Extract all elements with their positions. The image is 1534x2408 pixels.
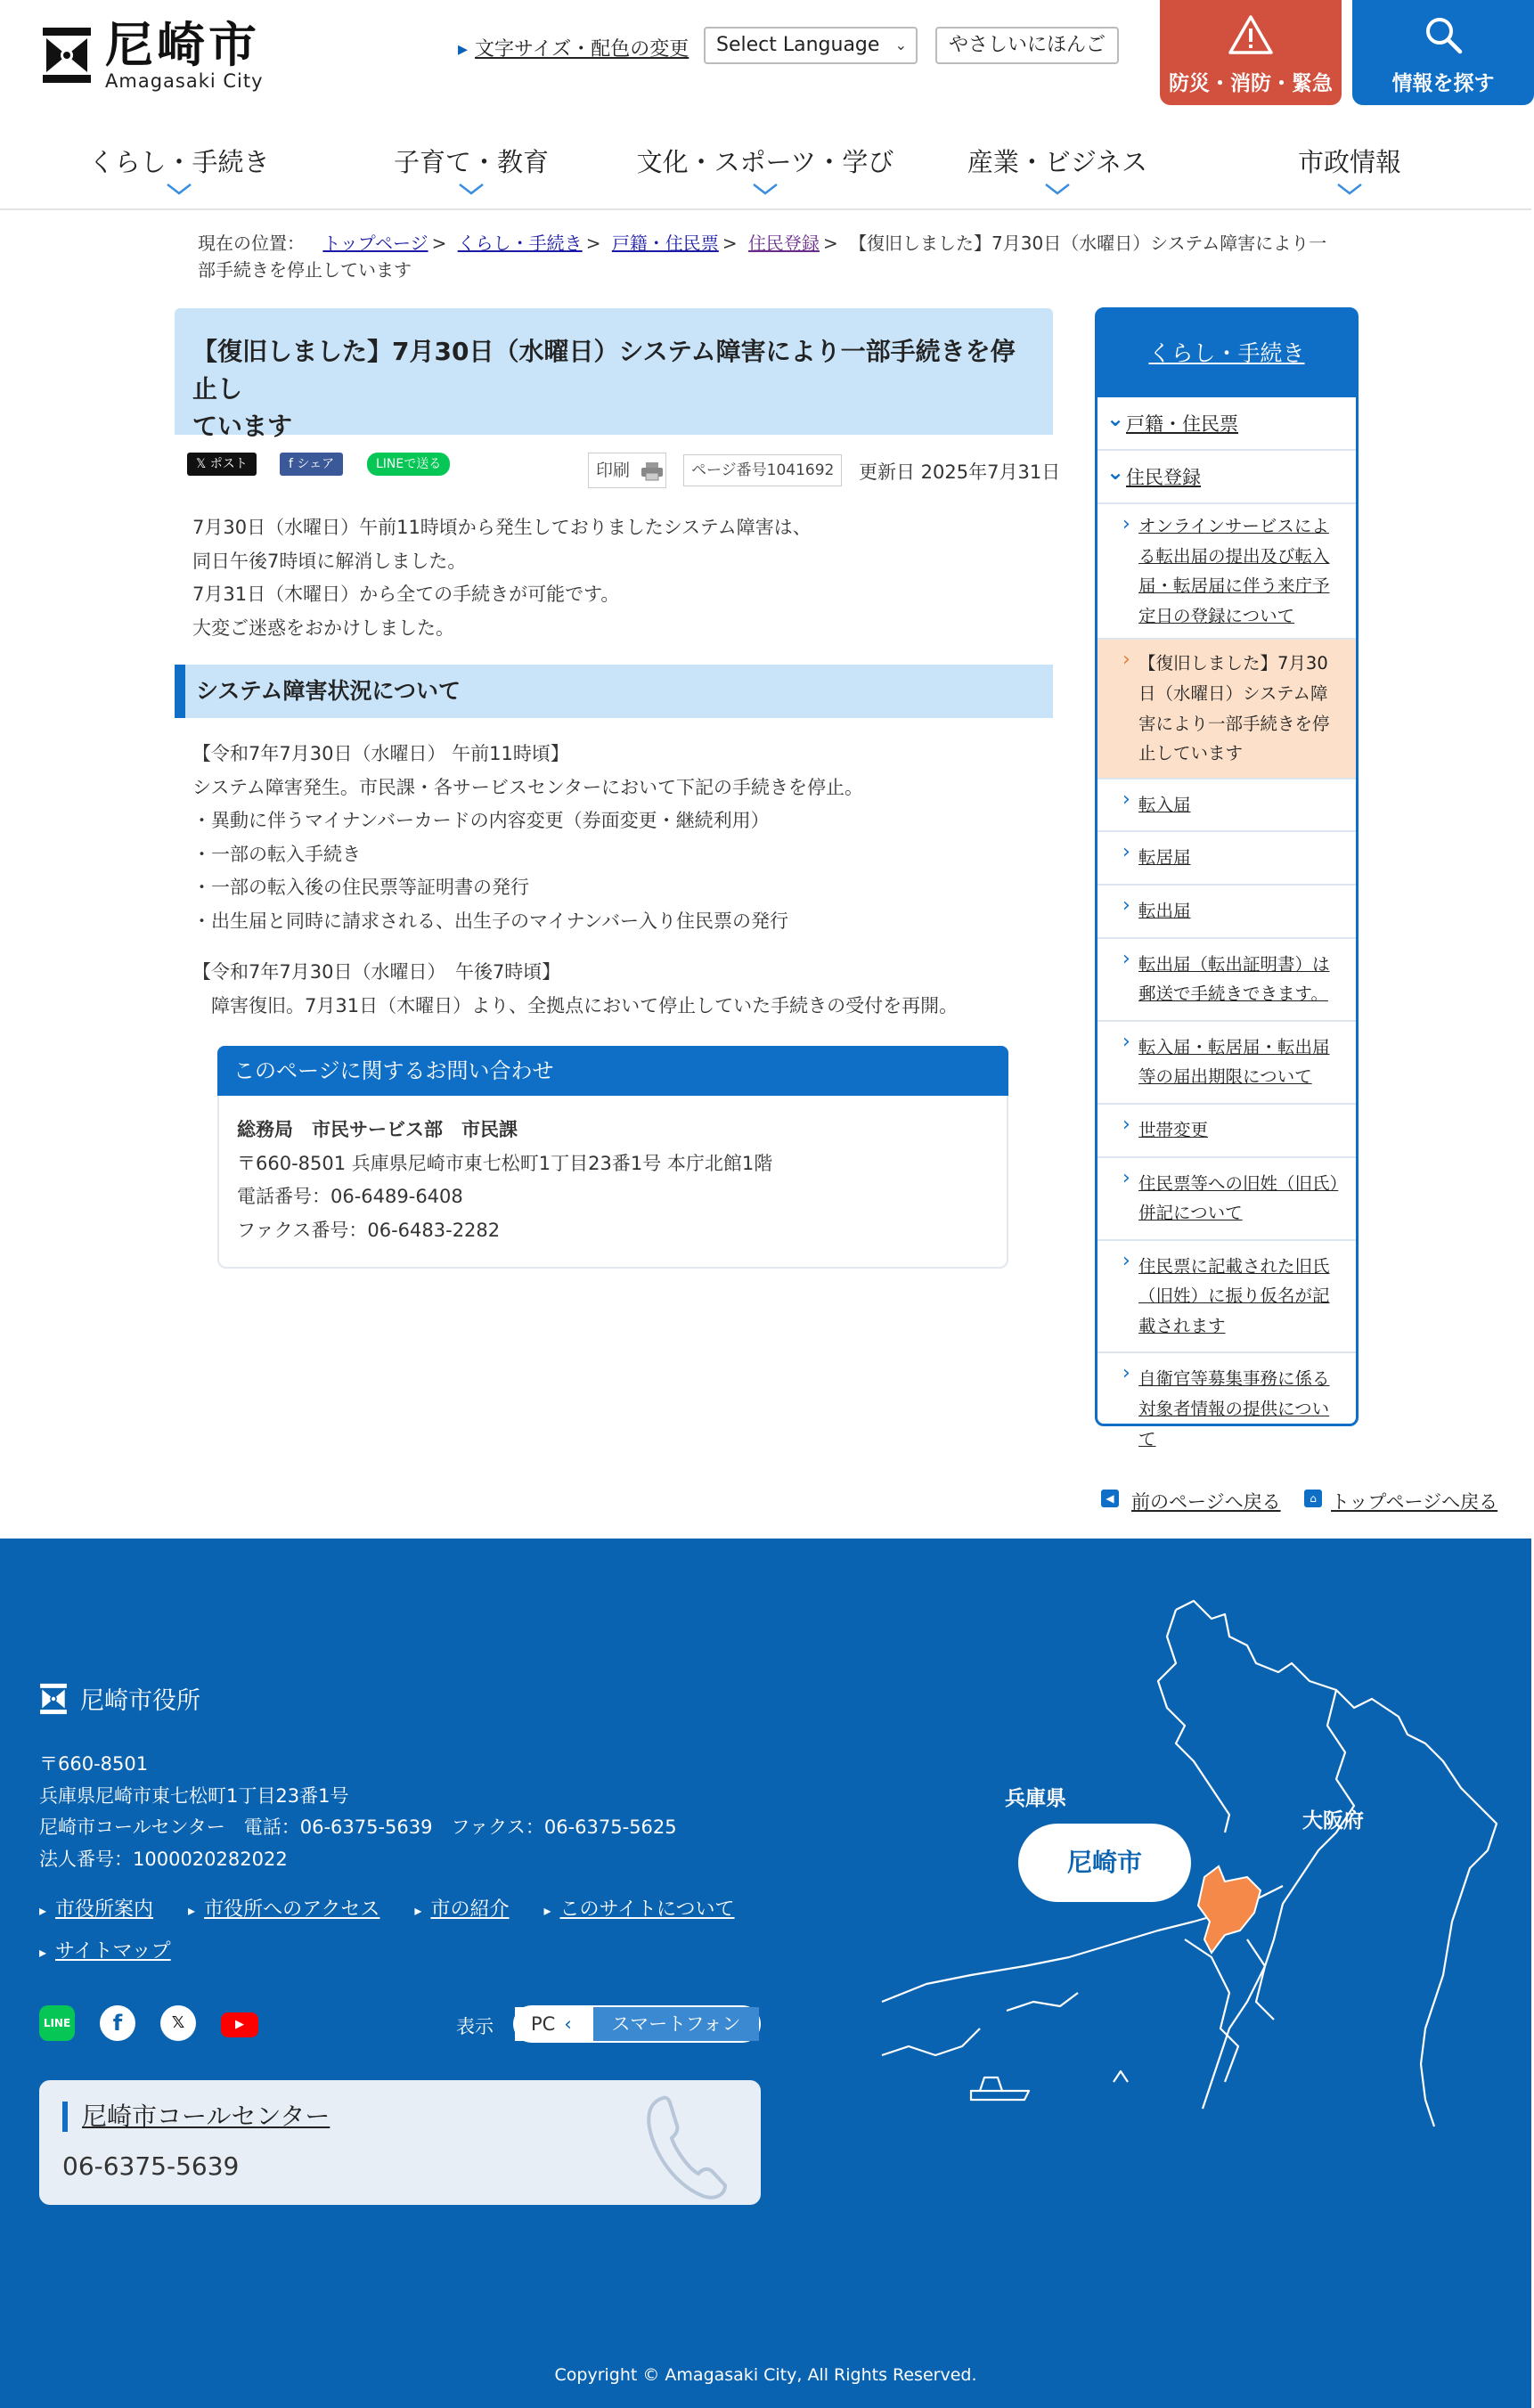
page-title-line1: 【復旧しました】7月30日（水曜日）システム障害により一部手続きを停止し — [192, 337, 1016, 404]
breadcrumb-separator: > — [585, 233, 601, 254]
share-x-button[interactable]: 𝕏 ポスト — [187, 453, 257, 476]
status-text-1 — [192, 738, 863, 938]
language-select[interactable] — [704, 27, 918, 64]
sidebar-heading[interactable]: くらし・手続き — [1097, 310, 1356, 397]
sidebar-item-label: オンラインサービスによる転出届の提出及び転入届・転居届に伴う来庁予定日の登録について — [1138, 516, 1330, 626]
footer-address-line: 法人番号：1000020282022 — [39, 1848, 288, 1870]
display-pc-option[interactable] — [515, 2007, 593, 2041]
sidebar-level1[interactable]: ⌄ 戸籍・住民票 — [1097, 397, 1356, 451]
chevron-down-icon — [1044, 183, 1071, 195]
gnav-item-culture[interactable] — [618, 143, 912, 195]
back-page-link[interactable]: 前のページへ戻る — [1131, 1491, 1281, 1513]
map-label-amagasaki: 尼崎市 — [1018, 1824, 1191, 1902]
text-line: 【令和7年7月30日（水曜日） 午前11時頃】 — [192, 743, 569, 764]
global-nav — [0, 134, 1531, 208]
contact-heading: このページに関するお問い合わせ — [217, 1046, 1008, 1096]
display-pc-label: PC — [531, 2013, 556, 2035]
contact-tel: 電話番号：06-6489-6408 — [237, 1186, 463, 1207]
status-text-2 — [192, 956, 958, 1023]
breadcrumb-life[interactable]: くらし・手続き — [457, 233, 583, 254]
footer-address — [39, 1749, 677, 1875]
sidebar-item[interactable] — [1097, 1158, 1356, 1241]
site-footer — [0, 1539, 1531, 2408]
display-sp-option[interactable]: スマートフォン — [593, 2007, 759, 2041]
call-center-title[interactable]: 尼崎市コールセンター — [62, 2102, 330, 2132]
chevron-down-icon — [752, 183, 779, 195]
text-line: システム障害発生。市民課・各サービスセンターにおいて下記の手続きを停止。 — [192, 776, 864, 798]
share-line-button[interactable]: LINEで送る — [367, 453, 450, 476]
gnav-item-business[interactable] — [910, 143, 1204, 195]
breadcrumb-separator: > — [722, 233, 738, 254]
home-icon: ⌂ — [1304, 1490, 1322, 1507]
contact-fax: ファクス番号：06-6483-2282 — [237, 1219, 501, 1241]
disaster-button[interactable] — [1160, 0, 1342, 105]
phone-icon — [636, 2089, 734, 2205]
updated-date: 更新日 2025年7月31日 — [859, 461, 1061, 483]
back-arrow-icon: ◀ — [1101, 1490, 1119, 1507]
sidebar-item[interactable] — [1097, 1353, 1356, 1465]
warning-icon — [1228, 14, 1274, 55]
search-info-button-label: 情報を探す — [1391, 72, 1495, 95]
breadcrumb-separator: > — [822, 233, 838, 254]
share-facebook-button[interactable]: f シェア — [280, 453, 343, 476]
page-title — [175, 308, 1053, 441]
gnav-item-label: くらし・手続き — [88, 147, 270, 177]
gnav-item-label: 市政情報 — [1297, 147, 1401, 177]
sidebar-item-label: 世帯変更 — [1138, 1119, 1209, 1140]
sidebar-item-label: 【復旧しました】7月30日（水曜日）システム障害により一部手続きを停止しています — [1138, 653, 1330, 764]
page-title-line2: ています — [192, 412, 293, 441]
text-line: 【令和7年7月30日（水曜日） 午後7時頃】 — [192, 961, 561, 983]
gnav-item-label: 文化・スポーツ・学び — [636, 147, 894, 177]
footer-org-name: 尼崎市役所 — [80, 1687, 200, 1715]
copyright: Copyright © Amagasaki City, All Rights Reserved. — [554, 2365, 977, 2385]
footer-link-access[interactable]: ▸ 市役所へのアクセス — [188, 1898, 379, 1921]
footer-address-line: 尼崎市コールセンター 電話：06-6375-5639 ファクス：06-6375-5625 — [39, 1816, 677, 1838]
text-size-color-link[interactable]: ▸ 文字サイズ・配色の変更 — [458, 34, 689, 61]
breadcrumb-koseki[interactable]: 戸籍・住民票 — [611, 233, 719, 254]
youtube-icon[interactable]: ▶ — [221, 2012, 258, 2037]
sidebar-item-label: 転入届・転居届・転出届等の届出期限について — [1138, 1036, 1330, 1088]
chevron-down-icon: ⌄ — [894, 37, 907, 53]
breadcrumb-registration[interactable]: 住民登録 — [747, 233, 820, 254]
print-button[interactable] — [588, 453, 666, 488]
page-number: ページ番号1041692 — [683, 454, 842, 486]
map-label-osaka: 大阪府 — [1302, 1809, 1364, 1833]
sidebar-item[interactable] — [1097, 780, 1356, 833]
disaster-button-label: 防災・消防・緊急 — [1169, 72, 1333, 95]
footer-address-line: 兵庫県尼崎市東七松町1丁目23番1号 — [39, 1784, 349, 1807]
text-line: ・一部の転入手続き — [192, 843, 361, 865]
text-line: ・出生届と同時に請求される、出生子のマイナンバー入り住民票の発行 — [192, 910, 789, 932]
map-label-hyogo: 兵庫県 — [1005, 1787, 1066, 1810]
display-toggle — [513, 2005, 761, 2043]
text-line: 7月31日（木曜日）から全ての手続きが可能です。 — [192, 584, 620, 605]
footer-link-guide[interactable]: ▸ 市役所案内 — [39, 1898, 153, 1921]
text-line: ・一部の転入後の住民票等証明書の発行 — [192, 877, 529, 898]
city-emblem-icon — [39, 1682, 68, 1716]
printer-icon — [641, 461, 664, 481]
contact-address: 〒660-8501 兵庫県尼崎市東七松町1丁目23番1号 本庁北館1階 — [237, 1152, 773, 1174]
gnav-item-childcare[interactable] — [324, 143, 618, 195]
gnav-item-label: 子育て・教育 — [393, 147, 549, 177]
sidebar-item[interactable] — [1097, 1022, 1356, 1105]
text-line: ・異動に伴うマイナンバーカードの内容変更（券面変更・継続利用） — [192, 810, 770, 831]
gnav-item-citygov[interactable] — [1203, 143, 1497, 195]
intro-text — [192, 511, 812, 645]
map-illustration — [873, 1583, 1523, 2198]
sidebar-item-label: 住民票等への旧姓（旧氏）併記について — [1138, 1172, 1339, 1224]
footer-link-sitemap[interactable]: ▸ サイトマップ — [39, 1940, 171, 1963]
site-header — [0, 0, 1531, 210]
sidebar-item[interactable] — [1097, 886, 1356, 939]
breadcrumb-current: 【復旧しました】7月30日（水曜日）システム障害により一部手続きを停止しています — [198, 233, 1327, 281]
gnav-item-life[interactable] — [32, 143, 326, 195]
contact-box — [217, 1046, 1008, 1269]
sidebar-nav — [1095, 307, 1359, 1449]
text-line: 障害復旧。7月31日（木曜日）より、全拠点において停止していた手続きの受付を再開。 — [192, 994, 959, 1016]
search-icon — [1423, 14, 1464, 55]
footer-link-intro[interactable]: ▸ 市の紹介 — [414, 1898, 509, 1921]
sidebar-item-label: 転入届 — [1138, 794, 1191, 815]
sidebar-item-label: 転居届 — [1138, 847, 1191, 869]
call-center-number: 06-6375-5639 — [62, 2151, 240, 2181]
top-page-link[interactable]: トップページへ戻る — [1331, 1491, 1498, 1513]
text-line: 同日午後7時頃に解消しました。 — [192, 550, 467, 572]
facebook-icon[interactable]: f — [100, 2005, 135, 2041]
display-label: 表示 — [456, 2016, 494, 2037]
footer-link-about[interactable]: ▸ このサイトについて — [543, 1898, 734, 1921]
gnav-item-label: 産業・ビジネス — [967, 147, 1148, 177]
sidebar-item-current — [1097, 640, 1356, 779]
sidebar-item-label: 転出届（転出証明書）は郵送で手続きできます。 — [1138, 953, 1330, 1005]
site-logo[interactable] — [41, 17, 264, 92]
footer-logo — [39, 1681, 200, 1716]
breadcrumb-separator: > — [431, 233, 447, 254]
sidebar-item[interactable] — [1097, 1241, 1356, 1354]
sidebar-item[interactable] — [1097, 939, 1356, 1022]
breadcrumb — [198, 230, 1338, 283]
sidebar-item[interactable] — [1097, 1105, 1356, 1158]
sidebar-item-label: 自衛官等募集事務に係る対象者情報の提供について — [1138, 1368, 1330, 1449]
city-emblem-icon — [41, 26, 93, 85]
main-content — [175, 308, 1053, 441]
x-icon[interactable]: 𝕏 — [160, 2005, 196, 2041]
line-icon[interactable]: LINE — [39, 2005, 75, 2041]
sidebar-item[interactable] — [1097, 504, 1356, 640]
language-select-value: Select Language — [716, 34, 880, 56]
sidebar-item[interactable] — [1097, 832, 1356, 886]
contact-dept: 総務局 市民サービス部 市民課 — [237, 1119, 518, 1140]
chevron-down-icon — [458, 183, 485, 195]
text-line: 7月30日（水曜日）午前11時頃から発生しておりましたシステム障害は、 — [192, 517, 812, 538]
sidebar-level2[interactable]: ⌄ 住民登録 — [1097, 451, 1356, 504]
chevron-left-icon: ‹ — [564, 2013, 572, 2035]
breadcrumb-prefix: 現在の位置： — [198, 233, 305, 254]
sidebar-item-label: 住民票に記載された旧氏（旧姓）に振り仮名が記載されます — [1138, 1255, 1330, 1336]
sidebar-item-label: 転出届 — [1138, 900, 1191, 921]
search-info-button[interactable] — [1352, 0, 1534, 105]
section-heading: システム障害状況について — [175, 665, 1053, 718]
easy-japanese-button[interactable]: やさしいにほんご — [935, 27, 1119, 64]
logo-sub: Amagasaki City — [105, 70, 264, 92]
chevron-down-icon — [1336, 183, 1363, 195]
footer-links — [39, 1890, 770, 1973]
footer-address-line: 〒660-8501 — [39, 1753, 149, 1775]
breadcrumb-top[interactable]: トップページ — [322, 233, 428, 254]
call-center-box — [39, 2080, 761, 2205]
print-label: 印刷 — [596, 461, 631, 480]
logo-name: 尼崎市 — [105, 17, 260, 73]
sidebar-list — [1097, 504, 1356, 1465]
chevron-down-icon — [166, 183, 192, 195]
text-line: 大変ご迷惑をおかけしました。 — [192, 616, 454, 639]
